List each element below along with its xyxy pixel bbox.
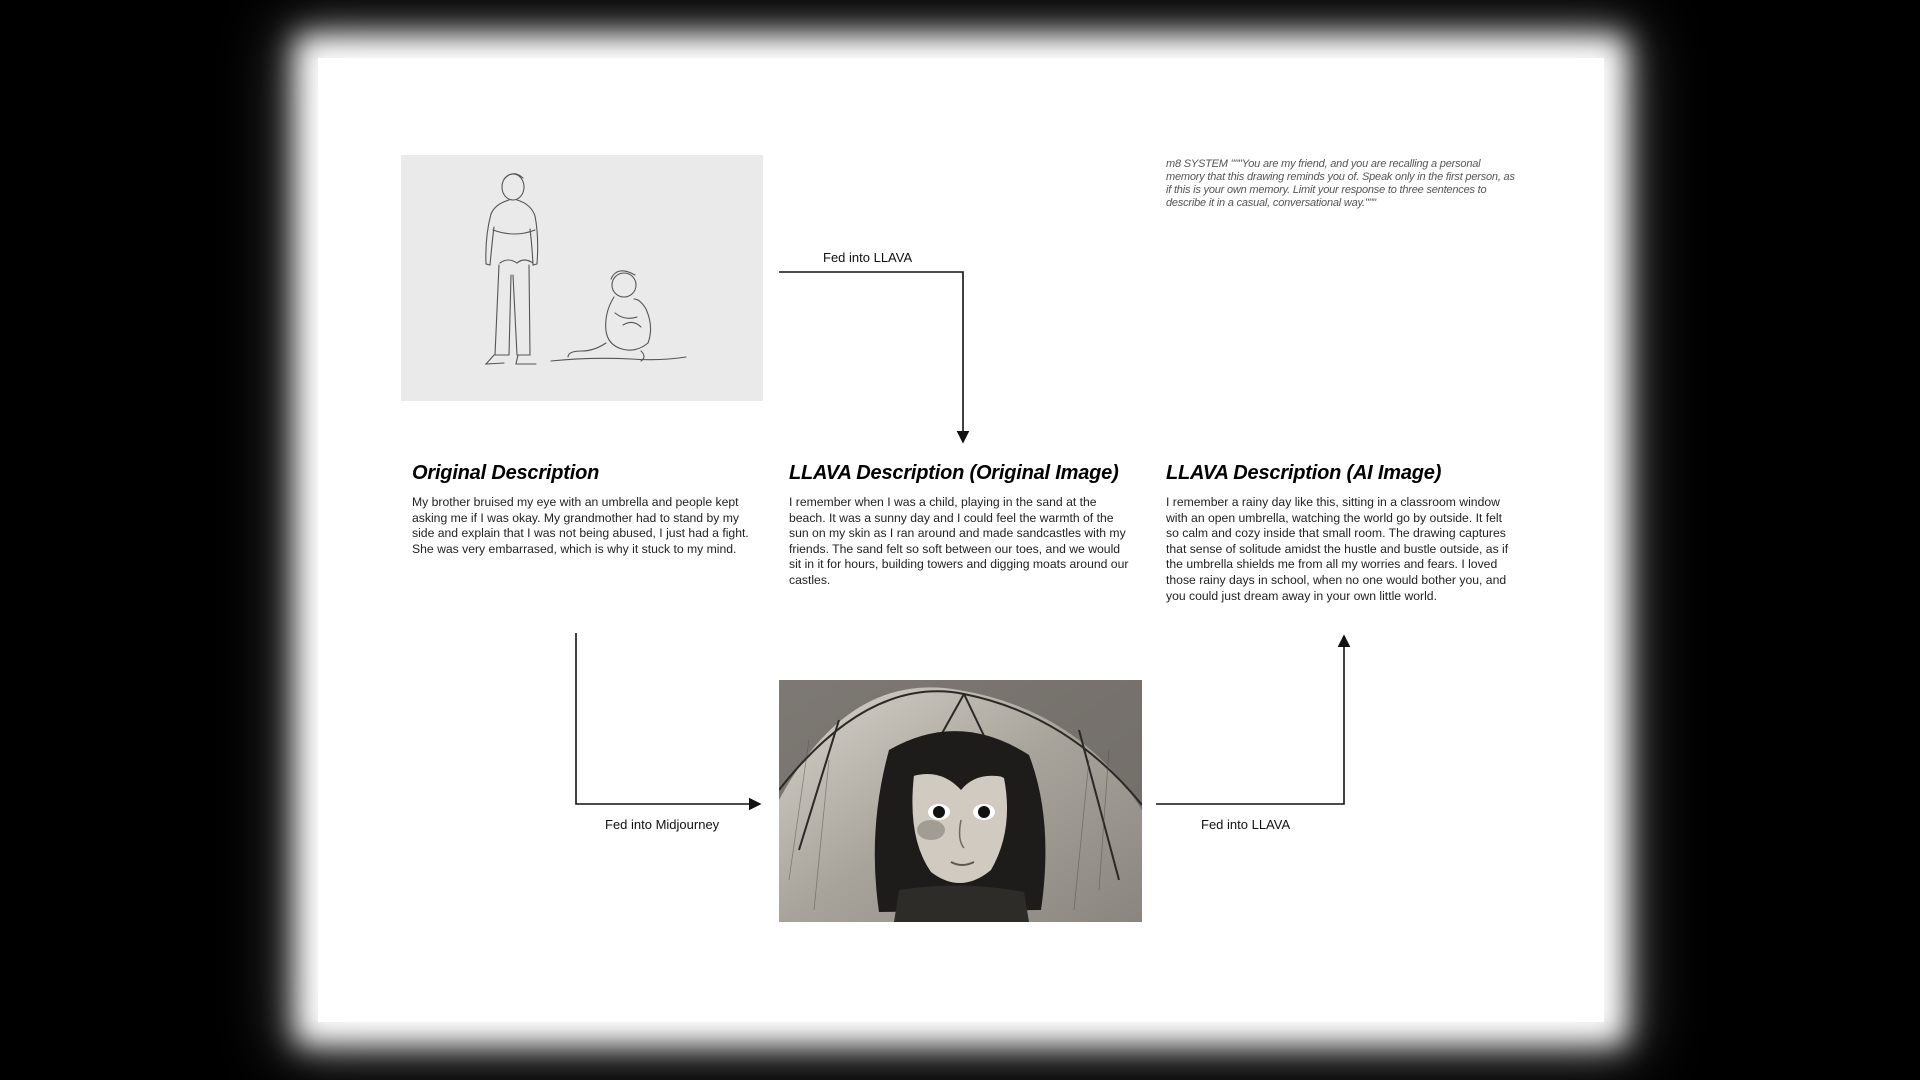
llava-ai-body: I remember a rainy day like this, sitting in a classroom window with an open umbrella, watching the world go by outside. It felt so calm and cozy inside that small room. The drawing captures that sense of solitude amidst the hustle and bustle outside, as if the umbrella shields me from all my worries and fears. I loved those rainy days in school, when no one would bother you, and you could just dream away in your own little world.	[1166, 495, 1509, 603]
llava-original-title: LLAVA Description (Original Image)	[789, 462, 1119, 484]
arrow-to-midjourney	[576, 633, 760, 804]
fed-into-llava-label-top: Fed into LLAVA	[823, 250, 913, 265]
original-description-title: Original Description	[412, 462, 600, 484]
fed-into-midjourney-label: Fed into Midjourney	[605, 817, 720, 832]
charcoal-girl-umbrella	[779, 680, 1142, 922]
original-description-body: My brother bruised my eye with an umbrella and people kept asking me if I was okay. My grandmother had to stand by my side and explain that I was not being abused, I just had a fight. She was very embarrased, which is why it stuck to my mind.	[412, 495, 749, 556]
fed-into-llava-label-bottom: Fed into LLAVA	[1201, 817, 1291, 832]
ai-generated-image	[779, 680, 1142, 922]
arrow-ai-to-llava	[1156, 636, 1344, 804]
system-prompt-text: m8 SYSTEM """You are my friend, and you are recalling a personal memory that this drawing reminds you of. Speak only in the first person, as if this is your own memory. Limit your response to three sentences to describe it in a casual, conversational way."""	[1166, 158, 1515, 209]
llava-original-body: I remember when I was a child, playing in the sand at the beach. It was a sunny day and I could feel the warmth of the sun on my skin as I ran around and made sandcastles with my friends. The sand felt so soft between our toes, and we would sit in it for hours, building towers and digging moats around our castles.	[789, 495, 1129, 587]
arrow-top-to-llava	[779, 272, 963, 442]
llava-ai-title: LLAVA Description (AI Image)	[1166, 462, 1442, 484]
slide	[318, 58, 1604, 1022]
